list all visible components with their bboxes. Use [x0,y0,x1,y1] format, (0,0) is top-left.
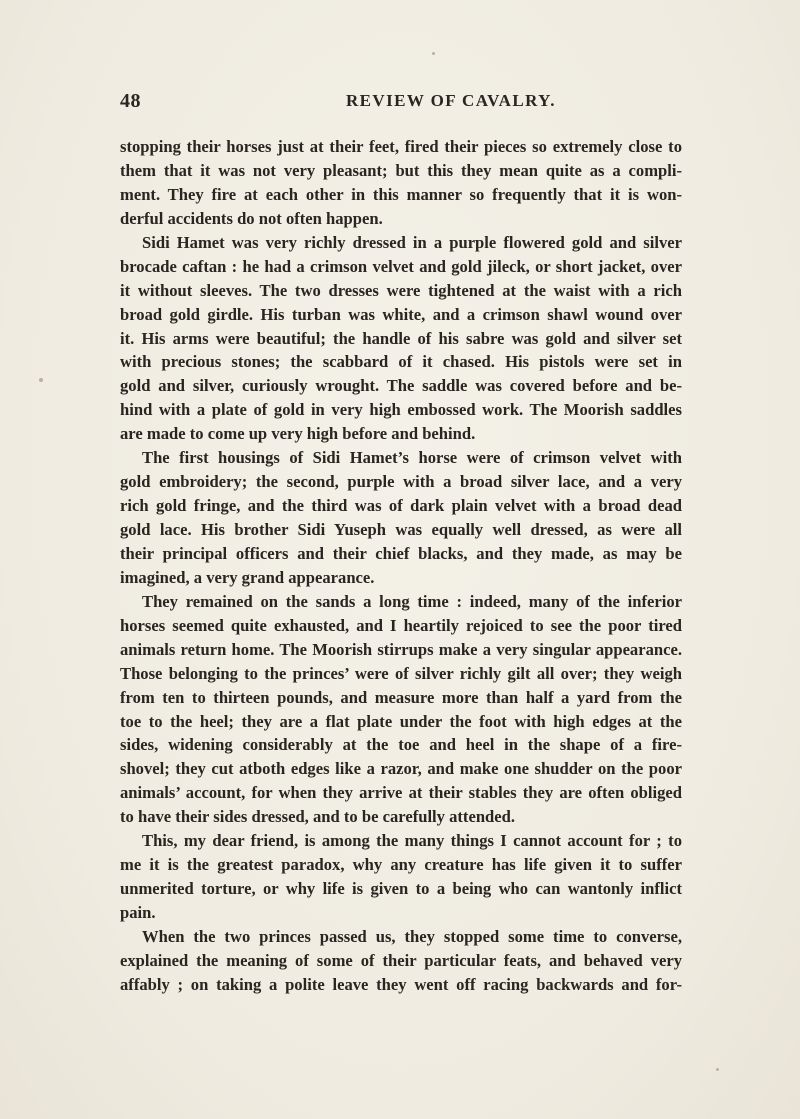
text-line: derful accidents do not often happen. [120,208,383,228]
text-line: affably ; on taking a polite leave they went off racing backwards and for- [120,974,682,994]
text-line: to have their sides dressed, and to be carefully attended. [120,807,516,827]
text-line: gold embroidery; the second, purple with a broad silver lace, and a very [120,472,682,492]
text-line: Those belonging to the princes’ were of silver richly gilt all over; they weigh [120,663,682,683]
text-line: toe to the heel; they are a flat plate under the foot with high edges at the [120,711,682,731]
text-line: explained the meaning of some of their particular feats, and behaved very [120,950,682,970]
text-line: gold lace. His brother Sidi Yuseph was equally well dressed, as were all [120,520,682,539]
running-head [120,90,682,116]
text-line: Sidi Hamet was very richly dressed in a purple flowered gold and silver [142,232,682,252]
text-line: them that it was not very pleasant; but this they mean quite as a compli- [120,160,682,180]
text-line: animals’ account, for when they arrive at their stables they are often obliged [120,783,682,803]
body-text [120,135,682,997]
text-line: hind with a plate of gold in very high embossed work. The Moorish saddles [120,400,682,420]
text-line: from ten to thirteen pounds, and measure more than half a yard from the [120,687,682,707]
text-line: it without sleeves. The two dresses were tightened at the waist with a rich [120,280,682,300]
paper-speck [716,1068,719,1071]
text-line: animals return home. The Moorish stirrups make a very singular appearance. [120,639,682,659]
text-line: rich gold fringe, and the third was of dark plain velvet with a broad dead [120,496,682,516]
text-line: shovel; they cut atboth edges like a razor, and make one shudder on the poor [120,759,682,779]
paper-speck [432,52,435,55]
text-line: pain. [120,903,156,922]
text-line: ment. They fire at each other in this manner so frequently that it is won- [120,184,682,204]
text-line: imagined, a very grand appearance. [120,567,375,587]
text-line: gold and silver, curiously wrought. The saddle was covered before and be- [120,376,682,396]
text-line: The first housings of Sidi Hamet’s horse were of crimson velvet with [142,448,682,468]
text-line: are made to come up very high before and behind. [120,424,476,444]
text-line: their principal officers and their chief blacks, and they made, as may be [120,543,682,563]
text-line: broad gold girdle. His turban was white, and a crimson shawl wound over [120,304,682,324]
text-line: me it is the greatest paradox, why any creature has life given it to suffer [120,855,682,875]
text-line: They remained on the sands a long time : indeed, many of the inferior [142,591,682,611]
text-line: horses seemed quite exhausted, and I heartily rejoiced to see the poor tired [120,615,682,635]
text-line: brocade caftan : he had a crimson velvet and gold jileck, or short jacket, over [120,256,682,276]
paper-speck [39,378,43,382]
text-line: This, my dear friend, is among the many things I cannot account for ; to [142,831,682,851]
page-number: 48 [120,90,141,112]
text-line: unmerited torture, or why life is given to a being who can wantonly inflict [120,879,682,899]
text-line: stopping their horses just at their feet, fired their pieces so extremely close to [120,137,682,156]
text-line: with precious stones; the scabbard of it chased. His pistols were set in [120,352,682,372]
text-line: When the two princes passed us, they stopped some time to converse, [142,926,682,946]
running-title: REVIEW OF CAVALRY. [346,91,556,110]
text-line: sides, widening considerably at the toe and heel in the shape of a fire- [120,735,682,755]
text-line: it. His arms were beautiful; the handle of his sabre was gold and silver set [120,328,682,348]
